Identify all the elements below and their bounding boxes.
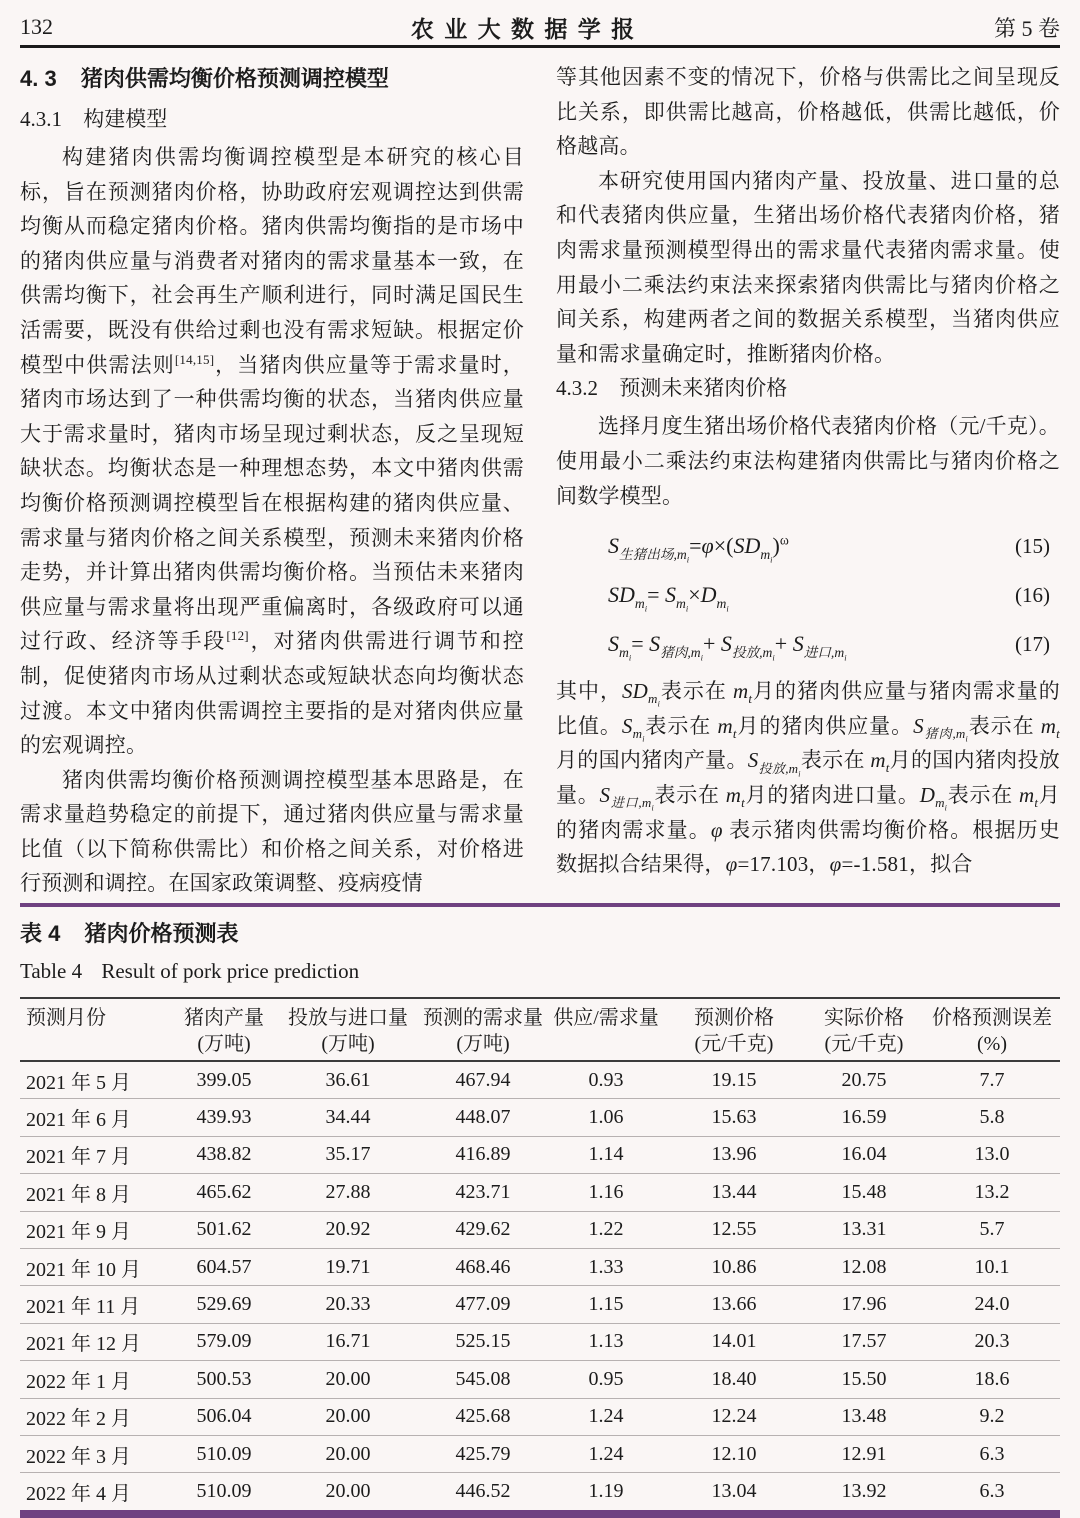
table-cell: 510.09 xyxy=(196,1442,252,1465)
table-cell: 5.7 xyxy=(979,1218,1005,1241)
table-cell: 2022 年 2 月 xyxy=(26,1408,131,1431)
subsection-heading-4-3-2 xyxy=(556,371,1060,405)
table-cell: 423.71 xyxy=(455,1180,511,1203)
table-row xyxy=(20,1324,1060,1361)
table-row xyxy=(20,1099,1060,1136)
table-cell: 2021 年 9 月 xyxy=(26,1221,131,1244)
table-cell: 15.63 xyxy=(711,1106,757,1129)
table-cell: 10.86 xyxy=(711,1255,757,1278)
table-row xyxy=(20,1399,1060,1436)
table-cell: 525.15 xyxy=(455,1330,511,1353)
table-cell: 13.48 xyxy=(841,1405,887,1428)
table-cell: 10.1 xyxy=(974,1255,1010,1278)
equation-16 xyxy=(556,570,1060,619)
table-cell: 17.57 xyxy=(841,1330,887,1353)
table-cell: 2021 年 8 月 xyxy=(26,1183,131,1206)
section-number: 4. 3 xyxy=(20,66,57,91)
table-cell: 20.3 xyxy=(974,1330,1010,1353)
column-header xyxy=(664,1004,804,1056)
table-row xyxy=(20,1361,1060,1398)
table-cell: 477.09 xyxy=(455,1293,511,1316)
table-cell: 12.55 xyxy=(711,1218,757,1241)
table-cell: 13.66 xyxy=(711,1293,757,1316)
table-cell: 13.92 xyxy=(841,1479,887,1502)
table-row xyxy=(20,1212,1060,1249)
paragraph: 猪肉供需均衡价格预测调控模型基本思路是，在需求量趋势稳定的前提下，通过猪肉供应量与需求量比值（以下简称供需比）和价格之间关系，对价格进行预测和调控。在国家政策调整、疫病疫情 xyxy=(20,767,524,896)
table-cell: 20.00 xyxy=(325,1479,371,1502)
table-cell: 2022 年 3 月 xyxy=(26,1445,131,1468)
header-rule xyxy=(20,45,1060,48)
table-cell: 18.6 xyxy=(974,1367,1010,1390)
table-cell: 12.10 xyxy=(711,1442,757,1465)
column-header xyxy=(548,1004,664,1056)
column-header-label: 实际价格 xyxy=(824,1007,904,1029)
column-header-unit: (元/千克) xyxy=(824,1033,904,1055)
table-cell: 20.00 xyxy=(325,1405,371,1428)
column-header xyxy=(924,1004,1060,1056)
table-cell: 1.15 xyxy=(588,1293,624,1316)
column-header-label: 预测的需求量 xyxy=(423,1007,543,1029)
table-cell: 416.89 xyxy=(455,1143,511,1166)
paragraph: 本研究使用国内猪肉产量、投放量、进口量的总和代表猪肉供应量，生猪出场价格代表猪肉价格，猪肉需求量预测模型得出的需求量代表猪肉需求量。使用最小二乘法约束法来探索猪肉供需比与猪肉价格之间关系，构建两者之间的数据关系模型，当猪肉供应量和需求量确定时，推断猪肉价格。 xyxy=(556,168,1060,366)
table-cell: 5.8 xyxy=(979,1106,1005,1129)
table-cell: 13.2 xyxy=(974,1180,1010,1203)
equation-15 xyxy=(556,521,1060,570)
column-header-label: 预测月份 xyxy=(26,1007,106,1029)
paragraph: 等其他因素不变的情况下，价格与供需比之间呈现反比关系，即供需比越高，价格越低，供需比越低，价格越高。 xyxy=(556,65,1060,159)
subsection-heading-4-3-1 xyxy=(20,102,524,136)
table-cell: 425.68 xyxy=(455,1405,511,1428)
equation-body: $SD_{m_i}= S_{m_i}\times D_{m_i}$ xyxy=(608,582,729,614)
column-header-label: 预测价格 xyxy=(694,1007,774,1029)
column-header xyxy=(20,1004,170,1056)
equation-number: (17) xyxy=(1015,632,1050,657)
table-cell: 16.71 xyxy=(325,1330,371,1353)
table-cell: 15.50 xyxy=(841,1367,887,1390)
table-cell: 2021 年 10 月 xyxy=(26,1258,141,1281)
table-cell: 13.31 xyxy=(841,1218,887,1241)
table-cell: 7.7 xyxy=(979,1068,1005,1091)
table-cell: 16.59 xyxy=(841,1106,887,1129)
left-column xyxy=(20,60,524,902)
table-cell: 1.06 xyxy=(588,1106,624,1129)
article-body xyxy=(20,60,1060,902)
column-header xyxy=(278,1004,418,1056)
column-header-unit: (元/千克) xyxy=(694,1033,774,1055)
table-cell: 2021 年 6 月 xyxy=(26,1109,131,1132)
table-top-accent-bar xyxy=(20,903,1060,907)
table-cell: 20.92 xyxy=(325,1218,371,1241)
table-cell: 2021 年 11 月 xyxy=(26,1296,141,1319)
column-header xyxy=(170,1004,278,1056)
table-cell: 1.19 xyxy=(588,1479,624,1502)
table-cell: 2022 年 1 月 xyxy=(26,1370,131,1393)
table-cell: 0.95 xyxy=(588,1367,624,1390)
equation-body: $S_{m_i}= S_{猪肉,m_i}+ S_{投放,m_i}+ S_{进口,m_i}$ xyxy=(608,631,847,663)
table-cell: 2021 年 12 月 xyxy=(26,1333,141,1356)
column-header-unit: (万吨) xyxy=(197,1033,251,1055)
table-cell: 13.96 xyxy=(711,1143,757,1166)
table-cell: 1.24 xyxy=(588,1442,624,1465)
table-cell: 18.40 xyxy=(711,1367,757,1390)
section-heading-4-3 xyxy=(20,62,524,96)
column-header xyxy=(804,1004,924,1056)
table-cell: 20.75 xyxy=(841,1068,887,1091)
table-cell: 429.62 xyxy=(455,1218,511,1241)
table-cell: 16.04 xyxy=(841,1143,887,1166)
subsection-number: 4.3.2 xyxy=(556,376,598,401)
paragraph: 其中，$SD_{m_i}$表示在 $m_t$月的猪肉供应量与猪肉需求量的比值。$S_{m_i}$表示在 $m_t$月的猪肉供应量。$S_{猪肉,m_i}$表示在 $m_t$月的国内猪肉产量。$S_{投放,m_i}$表示在 $m_t$月的国内猪肉投放量。$S_{进口,m_i}$表示在 $m_t$月的猪肉进口量。$D_{m_i}$表示在 $m_t$月的猪肉需求量。φ 表示猪肉供需均衡价格。根据历史数据拟合结果得，φ=17.103，φ=-1.581，拟合 xyxy=(556,679,1061,877)
table-cell: 19.71 xyxy=(325,1255,371,1278)
table-cell: 6.3 xyxy=(979,1442,1005,1465)
column-header-unit xyxy=(548,1030,664,1056)
table-cell: 20.00 xyxy=(325,1367,371,1390)
table-cell: 510.09 xyxy=(196,1479,252,1502)
table-cell: 604.57 xyxy=(196,1255,252,1278)
column-header-label: 价格预测误差 xyxy=(932,1007,1052,1029)
journal-title: 农 业 大 数 据 学 报 xyxy=(410,15,637,42)
equation-body: $S_{生猪出场,m_i}=\varphi\times(SD_{m_i})^\omega$ xyxy=(608,532,789,565)
table-cell: 1.14 xyxy=(588,1143,624,1166)
paragraph: 构建猪肉供需均衡调控模型是本研究的核心目标，旨在预测猪肉价格，协助政府宏观调控达到供需均衡从而稳定猪肉价格。猪肉供需均衡指的是市场中的猪肉供应量与消费者对猪肉的需求量基本一致，在供需均衡下，社会再生产顺利进行，同时满足国民生活需要，既没有供给过剩也没有需求短缺。根据定价模型中供需法则[14,15]，当猪肉供应量等于需求量时，猪肉市场达到了一种供需均衡的状态，当猪肉供应量大于需求量时，猪肉市场呈现过剩状态，反之呈现短缺状态。均衡状态是一种理想态势，本文中猪肉供需均衡价格预测调控模型旨在根据构建的猪肉供应量、需求量与猪肉价格之间关系模型，预测未来猪肉价格走势，并计算出猪肉供需均衡价格。当预估未来猪肉供应量与需求量将出现严重偏离时，各级政府可以通过行政、经济等手段[12]，对猪肉供需进行调节和控制，促使猪肉市场从过剩状态或短缺状态向均衡状态过渡。本文中猪肉供需调控主要指的是对猪肉供应量的宏观调控。 xyxy=(20,145,524,758)
equation-17 xyxy=(556,619,1060,668)
column-header xyxy=(418,1004,548,1056)
equation-number: (15) xyxy=(1015,534,1050,559)
equation-number: (16) xyxy=(1015,583,1050,608)
table-cell: 20.33 xyxy=(325,1293,371,1316)
table-cell: 0.93 xyxy=(588,1068,624,1091)
table-row xyxy=(20,1174,1060,1211)
column-header-label: 猪肉产量 xyxy=(184,1007,264,1029)
subsection-number: 4.3.1 xyxy=(20,107,62,131)
table-caption-zh-label: 表 4 xyxy=(20,921,61,946)
table-cell: 12.91 xyxy=(841,1442,887,1465)
table-body xyxy=(20,1062,1060,1510)
table-cell: 2021 年 7 月 xyxy=(26,1146,131,1169)
column-header-unit: (万吨) xyxy=(321,1033,375,1055)
column-header-label: 供应/需求量 xyxy=(553,1007,659,1029)
column-header-label: 投放与进口量 xyxy=(288,1007,408,1029)
column-header-unit xyxy=(26,1030,170,1056)
paragraph: 选择月度生猪出场价格代表猪肉价格（元/千克）。使用最小二乘法约束法构建猪肉供需比与猪肉价格之间数学模型。 xyxy=(556,414,1060,508)
column-header-unit: (万吨) xyxy=(456,1033,510,1055)
table-cell: 34.44 xyxy=(325,1106,371,1129)
table-cell: 467.94 xyxy=(455,1068,511,1091)
table-cell: 35.17 xyxy=(325,1143,371,1166)
table-cell: 13.44 xyxy=(711,1180,757,1203)
table-cell: 579.09 xyxy=(196,1330,252,1353)
table-cell: 448.07 xyxy=(455,1106,511,1129)
equation-block xyxy=(556,521,1060,668)
subsection-title: 构建模型 xyxy=(83,107,168,131)
page-number: 132 xyxy=(20,14,53,39)
table-cell: 36.61 xyxy=(325,1068,371,1091)
table-row xyxy=(20,1062,1060,1099)
table-row xyxy=(20,1436,1060,1473)
table-cell: 13.04 xyxy=(711,1479,757,1502)
table-caption-en xyxy=(20,957,1060,985)
table-cell: 399.05 xyxy=(196,1068,252,1091)
table-caption-zh xyxy=(20,919,1060,949)
table-4-block xyxy=(20,903,1060,1518)
table-cell: 9.2 xyxy=(979,1405,1005,1428)
table-cell: 6.3 xyxy=(979,1479,1005,1502)
table-cell: 425.79 xyxy=(455,1442,511,1465)
table-cell: 12.08 xyxy=(841,1255,887,1278)
section-title: 猪肉供需均衡价格预测调控模型 xyxy=(80,66,389,91)
subsection-title: 预测未来猪肉价格 xyxy=(619,376,788,401)
table-cell: 17.96 xyxy=(841,1293,887,1316)
table-row xyxy=(20,1249,1060,1286)
table-cell: 446.52 xyxy=(455,1479,511,1502)
table-header-row xyxy=(20,997,1060,1062)
table-cell: 24.0 xyxy=(974,1293,1010,1316)
table-cell: 529.69 xyxy=(196,1293,252,1316)
table-cell: 14.01 xyxy=(711,1330,757,1353)
table-cell: 468.46 xyxy=(455,1255,511,1278)
table-cell: 1.33 xyxy=(588,1255,624,1278)
table-cell: 1.13 xyxy=(588,1330,624,1353)
table-cell: 19.15 xyxy=(711,1068,757,1091)
table-cell: 13.0 xyxy=(974,1143,1010,1166)
volume-number: 第 5 卷 xyxy=(993,15,1060,41)
table-cell: 1.16 xyxy=(588,1180,624,1203)
table-cell: 501.62 xyxy=(196,1218,252,1241)
table-cell: 15.48 xyxy=(841,1180,887,1203)
table-cell: 438.82 xyxy=(196,1143,252,1166)
table-cell: 2021 年 5 月 xyxy=(26,1071,131,1094)
table-cell: 545.08 xyxy=(455,1367,511,1390)
table-cell: 500.53 xyxy=(196,1367,252,1390)
table-row xyxy=(20,1473,1060,1509)
column-header-unit: (%) xyxy=(977,1033,1007,1055)
running-head xyxy=(20,10,1060,44)
table-cell: 465.62 xyxy=(196,1180,252,1203)
table-cell: 12.24 xyxy=(711,1405,757,1428)
table-cell: 1.22 xyxy=(588,1218,624,1241)
table-cell: 439.93 xyxy=(196,1106,252,1129)
right-column xyxy=(556,60,1060,902)
table-cell: 27.88 xyxy=(325,1180,371,1203)
table-row xyxy=(20,1286,1060,1323)
table-cell: 506.04 xyxy=(196,1405,252,1428)
table-bottom-accent-bar xyxy=(20,1510,1060,1518)
table-cell: 1.24 xyxy=(588,1405,624,1428)
table-row xyxy=(20,1137,1060,1174)
table-caption-zh-title: 猪肉价格预测表 xyxy=(84,921,239,946)
table-caption-en-label: Table 4 xyxy=(20,959,83,983)
table-cell: 2022 年 4 月 xyxy=(26,1482,131,1505)
table-cell: 20.00 xyxy=(325,1442,371,1465)
table-caption-en-title: Result of pork price prediction xyxy=(101,959,360,983)
